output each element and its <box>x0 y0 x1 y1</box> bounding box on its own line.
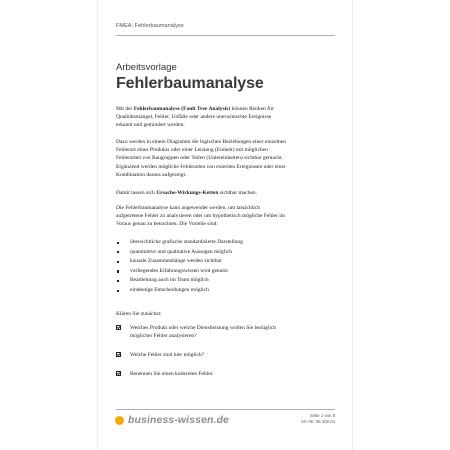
para2-line: Dazu werden in einem Diagramm die logischen Beziehungen einer einzelnen <box>116 139 286 145</box>
footer-rule <box>116 409 335 410</box>
intro-line-3: erkannt und gemindert werden. <box>116 122 185 129</box>
list-item-text: übersichtliche grafische standardisierte Darstellung <box>130 239 243 245</box>
para4-line: Die Fehlerbaumanalyse kann angewendet werden, um tatsächlich <box>116 205 261 211</box>
clarify-heading <box>116 310 336 318</box>
header-rule <box>116 35 335 36</box>
checkbox-checked-icon <box>116 352 121 357</box>
list-item <box>116 267 336 277</box>
bullet-icon <box>117 290 119 292</box>
question-1-line-1: Welches Produkt oder welche Dienstleistung wollen Sie bezüglich <box>130 325 277 331</box>
question-2 <box>116 351 336 359</box>
paragraph-2 <box>116 138 336 179</box>
advantages-list <box>116 238 336 296</box>
para3-bold: Ursache-Wirkungs-Ketten <box>156 190 219 196</box>
list-item-text: vorliegendes Erfahrungswissen wird genutzt <box>130 267 228 274</box>
para4-line: aufgetretene Fehler zu analysieren oder um hypothetisch mögliche Fehler im <box>116 213 286 220</box>
question-1 <box>116 324 336 340</box>
checkbox-checked-icon <box>116 325 121 330</box>
checkbox-checked-icon <box>116 371 121 376</box>
paragraph-3 <box>116 189 336 197</box>
footer-info <box>301 413 335 425</box>
para2-line: Kombination daraus aufgezeigt. <box>116 171 187 178</box>
para3-line <box>116 189 336 197</box>
bullet-icon <box>117 242 119 244</box>
bullet-icon <box>117 270 119 272</box>
clarify-heading-text: Klären Sie zunächst: <box>116 311 162 317</box>
para2-line: Ergänzend werden mögliche Fehlerarten von externen Ereignissen oder einer <box>116 163 286 170</box>
intro-line1-pre: Mit der <box>116 106 134 112</box>
list-item <box>116 276 336 286</box>
para3-post: sichtbar machen. <box>218 190 258 196</box>
bullet-icon <box>117 251 119 253</box>
list-item <box>116 257 336 267</box>
list-item-text: quantitative und qualitative Aussagen möglich <box>130 248 233 255</box>
brand-logo <box>115 414 229 426</box>
para3-pre: Damit lassen sich <box>116 190 157 196</box>
para4-line: Voraus genau zu betrachten. Die Vorteile sind: <box>116 221 218 228</box>
intro-line1-post: können Risiken für <box>230 106 274 112</box>
logo-text: business-wissen.de <box>128 414 230 426</box>
list-item <box>116 248 336 258</box>
list-item-text: kausale Zusammenhänge werden sichtbar <box>130 258 222 265</box>
question-2-text: Welche Fehler sind hier möglich? <box>130 352 205 358</box>
intro-line-2: Qualitätsmängel, Fehler, Unfälle oder andere unerwünschte Ereignisse <box>116 114 272 121</box>
paragraph-4 <box>116 204 336 229</box>
article-number: Art.-Nr. 06.100.04 <box>301 419 335 425</box>
list-item-text: eindeutige Entscheidungen möglich <box>130 286 209 293</box>
document-kicker: Arbeitsvorlage <box>116 62 177 73</box>
intro-line-1 <box>116 105 336 113</box>
list-item-text: Bearbeitung auch im Team möglich <box>130 277 209 284</box>
question-3 <box>116 370 336 378</box>
list-item <box>116 286 336 296</box>
running-header: FMEA: Fehlerbaumanalyse <box>116 23 184 29</box>
bullet-icon <box>117 261 119 263</box>
logo-dot-icon <box>115 416 124 425</box>
check-item <box>116 324 336 340</box>
para2-line: Fehlerart eines Produkts oder einer Leistung (Einheit) mit möglichen <box>116 147 268 154</box>
check-item <box>116 370 336 378</box>
list-item <box>116 238 336 248</box>
intro-line1-bold: Fehlerbaumanalyse (Fault Tree Analysis) <box>133 106 231 112</box>
question-1-line-2: möglicher Fehler analysieren? <box>130 333 197 340</box>
para2-line: Fehlerarten von Baugruppen oder Teilen (Untereinheiten) sichtbar gemacht. <box>116 155 283 162</box>
question-3-text: Benennen Sie einen konkreten Fehler. <box>130 371 214 377</box>
bullet-icon <box>117 280 119 282</box>
intro-paragraph <box>116 105 336 130</box>
check-item <box>116 351 336 359</box>
document-title: Fehlerbaumanalyse <box>116 75 264 92</box>
page-number: Seite 1 von 8 <box>309 413 335 418</box>
